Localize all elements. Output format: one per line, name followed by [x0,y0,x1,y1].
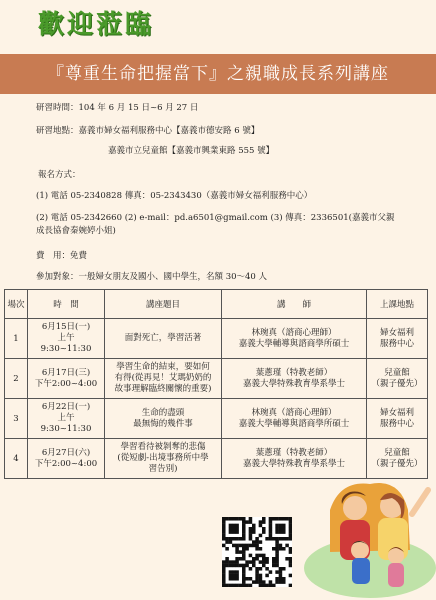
cell-topic [105,439,222,479]
cell-time-line: 6月22日(一) [41,402,91,412]
cell-place [367,319,428,359]
family-illustration [300,470,436,600]
cell-lecturer [222,399,367,439]
cell-session: 3 [5,399,28,439]
table-row [5,319,428,359]
cell-time [28,319,105,359]
table-row [5,359,428,399]
cell-topic-line: 學習看待被剝奪的悲傷 [120,442,206,452]
cell-lecturer-line: 嘉義大學輔導與諮商學所碩士 [238,418,350,429]
cell-time [28,359,105,399]
cell-lecturer [222,359,367,399]
cell-time-line: 上午 [57,413,75,423]
info-period: 研習時間：104 年 6 月 15 日~6 月 27 日 [36,103,199,113]
cell-place [367,359,428,399]
cell-topic [105,399,222,439]
cell-place-line: 兒童館 [384,447,410,458]
header-lecturer: 講 師 [222,290,367,319]
cell-topic-line: 生命的盡頭 [141,407,185,418]
cell-lecturer-line: 葉蔥瑾（特教老師） [255,447,333,458]
cell-topic [105,319,222,359]
cell-lecturer-line: 嘉義大學特殊教育學系學士 [242,378,345,389]
cell-session: 2 [5,359,28,399]
table-header-row [5,290,428,319]
cell-topic-line: 故事理解臨終關懷的重要) [114,384,212,394]
cell-place-line: 婦女福利 [379,327,414,338]
cell-time [28,399,105,439]
cell-topic-line: 面對死亡，學習活著 [124,333,202,343]
info-register-2b: 成長協會秦婉婷小姐) [36,226,116,236]
cell-time-line: 9:30~11:30 [40,344,92,354]
cell-place-line: （親子優先） [371,458,423,469]
info-register-2: (2) 電話 05-2342660 (2) e-mail：pd.a6501@gmail.com (3) 傳真：2336501(嘉義市父親 [36,213,395,223]
info-audience: 參加對象：一般婦女朋友及國小、國中學生，名額 30～40 人 [36,272,268,282]
header-topic: 講座題目 [105,290,222,319]
cell-place-line: 兒童館 [384,367,410,378]
header-time: 時 間 [28,290,105,319]
info-location-2: 嘉義市立兒童館【嘉義市興業東路 555 號】 [108,146,275,156]
info-register-title: 報名方式： [38,170,81,180]
cell-lecturer-line: 嘉義大學輔導與諮商學所碩士 [238,338,350,349]
header-session: 場次 [5,290,28,319]
cell-topic-line: 有得(從再見！艾瑪奶奶的 [114,373,212,383]
cell-topic-line: 習告別) [148,464,178,474]
qr-code-icon [222,517,292,587]
cell-lecturer [222,319,367,359]
cell-lecturer-line: 林琬真（諮商心理師） [251,327,337,338]
table-row [5,399,428,439]
cell-lecturer-line: 葉蔥瑾（特教老師） [255,367,333,378]
cell-session: 4 [5,439,28,479]
page-title: 『尊重生命把握當下』之親職成長系列講座 [0,54,436,94]
cell-place-line: 服務中心 [379,418,414,429]
cell-topic-line: 最無悔的幾件事 [133,418,193,429]
cell-session: 1 [5,319,28,359]
cell-time [28,439,105,479]
cell-place [367,399,428,439]
cell-time-line: 6月17日(三) [41,367,91,378]
cell-place-line: 婦女福利 [379,407,414,418]
info-register-1: (1) 電話 05-2340828 傳真：05-2343430（嘉義市婦女福利服務中心） [36,191,313,201]
cell-place-line: （親子優先） [371,378,423,389]
cell-place-line: 服務中心 [379,338,414,349]
header-place: 上課地點 [367,290,428,319]
cell-lecturer-line: 嘉義大學特殊教育學系學士 [242,458,345,469]
cell-lecturer-line: 林琬真（諮商心理師） [251,407,337,418]
cell-time-line: 下午2:00~4:00 [34,458,98,469]
cell-time-line: 6月15日(一) [41,322,91,332]
cell-topic-line: (從短劇-出境事務所中學 [117,453,209,463]
cell-time-line: 上午 [57,333,75,343]
info-location-1: 研習地點：嘉義市婦女福利服務中心【嘉義市德安路 6 號】 [36,126,260,136]
schedule-table [4,289,428,479]
cell-topic-line: 學習生命的結束，要如何 [116,362,210,372]
cell-time-line: 下午2:00~4:00 [34,378,98,389]
cell-topic [105,359,222,399]
cell-time-line: 6月27日(六) [41,447,91,458]
info-fee: 費 用：免費 [36,251,88,261]
welcome-heading: 歡迎蒞臨 [38,10,155,40]
cell-time-line: 9:30~11:30 [40,424,92,434]
